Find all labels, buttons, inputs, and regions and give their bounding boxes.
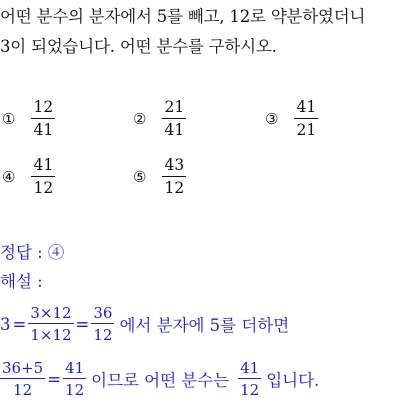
solution-fraction (63, 360, 86, 398)
numerator: 41 (240, 359, 260, 377)
equals-sign: = (75, 314, 90, 334)
option-3[interactable] (265, 99, 318, 139)
answer-label: 정답 : ④ (0, 243, 65, 262)
denominator: 41 (164, 121, 185, 139)
numerator: 21 (162, 99, 186, 119)
solution-fraction (28, 305, 73, 343)
denominator: 12 (13, 381, 33, 399)
solution-lhs: 3 (0, 314, 11, 334)
equals-sign: = (47, 369, 62, 389)
solution-text: 입니다. (266, 371, 320, 390)
option-marker: ③ (265, 110, 279, 128)
numerator: 3×12 (30, 304, 72, 322)
denominator: 12 (65, 381, 85, 399)
numerator: 12 (31, 99, 55, 119)
option-5[interactable] (133, 157, 186, 197)
option-fraction (162, 99, 186, 139)
option-1[interactable] (2, 99, 55, 139)
numerator: 43 (162, 157, 186, 177)
question-text (0, 2, 400, 62)
numerator: 36+5 (2, 359, 44, 377)
numerator: 41 (65, 359, 85, 377)
numerator: 41 (294, 99, 318, 119)
option-fraction (162, 157, 186, 197)
solution-line-2 (0, 360, 319, 398)
option-marker: ② (133, 110, 147, 128)
denominator: 12 (93, 326, 113, 344)
question-line-1: 어떤 분수의 분자에서 5를 빼고, 12로 약분하였더니 (0, 7, 366, 26)
denominator: 21 (296, 121, 317, 139)
option-2[interactable] (133, 99, 186, 139)
denominator: 1×12 (30, 326, 72, 344)
option-4[interactable] (2, 157, 55, 197)
option-fraction (31, 157, 55, 197)
denominator: 12 (33, 179, 54, 197)
solution-line-1 (0, 305, 289, 343)
option-marker: ① (2, 110, 16, 128)
option-fraction (294, 99, 318, 139)
denominator: 12 (240, 381, 260, 399)
option-fraction (31, 99, 55, 139)
solution-fraction (91, 305, 114, 343)
equals-sign: = (12, 314, 27, 334)
denominator: 12 (164, 179, 185, 197)
numerator: 36 (93, 304, 113, 322)
option-marker: ④ (2, 168, 16, 186)
solution-fraction (0, 360, 45, 398)
solution-fraction (238, 360, 261, 398)
solution-label: 해설 : (0, 272, 43, 291)
option-marker: ⑤ (133, 168, 147, 186)
solution-text: 에서 분자에 5를 더하면 (119, 316, 290, 335)
numerator: 41 (31, 157, 55, 177)
solution-text: 이므로 어떤 분수는 (91, 371, 230, 390)
denominator: 41 (33, 121, 54, 139)
question-line-2: 3이 되었습니다. 어떤 분수를 구하시오. (0, 37, 277, 56)
